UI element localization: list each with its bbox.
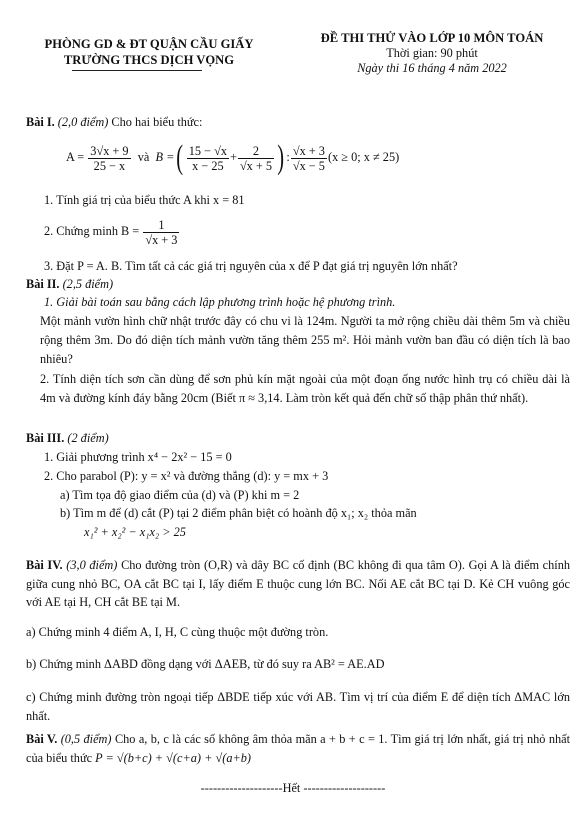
- bai1-heading: Bài I. (2,0 điểm) Cho hai biểu thức:: [26, 115, 203, 129]
- exam-duration: Thời gian: 90 phút: [386, 46, 478, 60]
- end-marker: --------------------Hết --------------------: [200, 781, 386, 795]
- bai4-qa: a) Chứng minh 4 điểm A, I, H, C cùng thuộc một đường tròn.: [26, 625, 329, 639]
- exam-date: Ngày thi 16 tháng 4 năm 2022: [357, 61, 507, 75]
- bai2-part1-heading: 1. Giải bài toán sau bằng cách lập phương trình hoặc hệ phương trình.: [44, 295, 396, 309]
- exam-header: [292, 30, 572, 76]
- bai3-qa: a) Tìm tọa độ giao điểm của (d) và (P) khi m = 2: [60, 488, 300, 502]
- bai4-text: Bài IV. (3,0 điểm) Cho đường tròn (O,R) và dây BC cố định (BC không đi qua tâm O). Gọi A là điểm chính giữa cung nhỏ BC, OA cắt BC tại I, lấy điểm E thuộc cung lớn BC. Nối AE cắt BC tại D. Kẻ CH vuông góc với AE tại H, CH cắt BE tại M.: [26, 558, 571, 609]
- school-header: [18, 36, 280, 68]
- bai2-part2-text: 2. Tính diện tích sơn cần dùng để sơn phủ kín mặt ngoài của một đoạn ống nước hình trụ có chiều dài là 4m và đường kính đáy bằng 20cm (Biết π ≈ 3,14. Làm tròn kết quả đến chữ số thập phân thứ nhất).: [40, 372, 570, 405]
- bai4-qc: c) Chứng minh đường tròn ngoại tiếp ΔBDE tiếp xúc với AB. Tìm vị trí của điểm E để diện tích ΔMAC lớn nhất.: [26, 690, 570, 723]
- a-fraction: $\frac{3√x + 9}{25 - x}$: [90, 143, 129, 173]
- bai3-qb: b) Tìm m để (d) cắt (P) tại 2 điểm phân biệt có hoành độ x₁; x₂ thỏa mãn: [60, 506, 417, 520]
- q2-fraction: $\frac{1}{√x + 3}$: [145, 217, 178, 247]
- school-name: TRƯỜNG THCS DỊCH VỌNG: [63, 53, 235, 67]
- bai1-formula: A = $\frac{3√x + 9}{25 - x}$ và B =( $\frac{15 - √x}{x - 25}$ + $\frac{2}{√x + 5}$ ) : $\frac{√x + 3}{√x - 5}$ (x ≥ 0; x ≠ 25): [66, 139, 400, 177]
- bai1-q1: 1. Tính giá trị của biểu thức A khi x = 81: [44, 193, 245, 207]
- b-fraction-1: $\frac{15 - √x}{x - 25}$: [188, 143, 227, 173]
- exam-title: ĐỀ THI THỬ VÀO LỚP 10 MÔN TOÁN: [320, 31, 544, 45]
- b-fraction-2: $\frac{2}{√x + 5}$: [239, 143, 273, 173]
- bai1-q2: 2. Chứng minh B = $\frac{1}{√x + 3}$: [44, 217, 178, 247]
- bai3-heading: Bài III. (2 điểm): [26, 431, 109, 445]
- header-underline: [72, 70, 202, 71]
- bai5-text: Bài V. (0,5 điểm) Cho a, b, c là các số không âm thỏa mãn a + b + c = 1. Tìm giá trị lớn nhất, giá trị nhỏ nhất của biểu thức P = √(b+c) + √(c+a) + √(a+b): [26, 732, 571, 765]
- bai3-q1: 1. Giải phương trình x⁴ − 2x² − 15 = 0: [44, 450, 232, 464]
- b-fraction-3: $\frac{√x + 3}{√x - 5}$: [292, 143, 325, 173]
- bai4-qb: b) Chứng minh ΔABD đồng dạng với ΔAEB, từ đó suy ra AB² = AE.AD: [26, 657, 385, 671]
- bai2-part1-text: Một mảnh vườn hình chữ nhật trước đây có chu vi là 124m. Người ta mở rộng chiều dài thêm 5m và chiều rộng thêm 3m. Do đó diện tích mảnh vườn tăng thêm 255 m². Hỏi mảnh vườn ban đầu có diện tích là bao nhiêu?: [40, 314, 570, 366]
- bai3-qb-inequality: x₁² + x₂² − x₁x₂ > 25: [84, 525, 186, 539]
- bai1-q3: 3. Đặt P = A. B. Tìm tất cả các giá trị nguyên của x để P đạt giá trị nguyên lớn nhất?: [44, 259, 458, 273]
- bai3-q2: 2. Cho parabol (P): y = x² và đường thẳng (d): y = mx + 3: [44, 469, 329, 483]
- bai2-heading: Bài II. (2,5 điểm): [26, 277, 114, 291]
- department-name: PHÒNG GD & ĐT QUẬN CẦU GIẤY: [44, 37, 254, 51]
